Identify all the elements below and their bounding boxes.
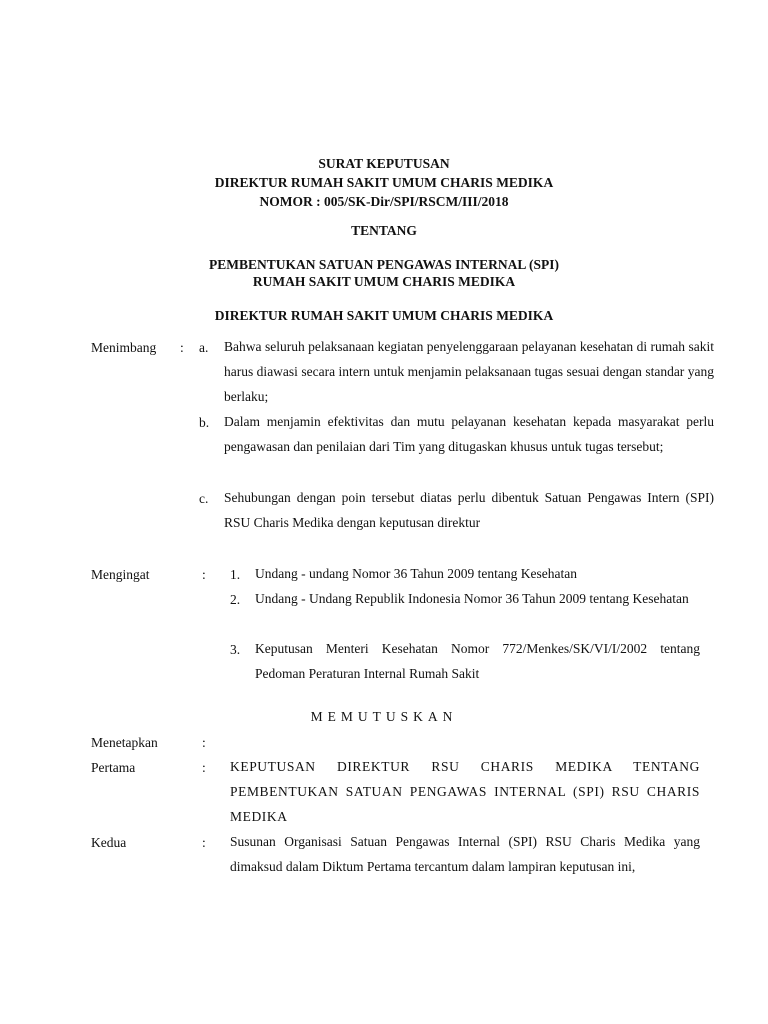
mengingat-marker-2: 2. <box>230 592 241 607</box>
menetapkan-label: Menetapkan <box>91 735 158 750</box>
kedua-colon: : <box>202 835 206 850</box>
menimbang-marker-b: b. <box>199 415 210 430</box>
header-title: SURAT KEPUTUSAN <box>318 156 450 171</box>
menimbang-item-a: Bahwa seluruh pelaksanaan kegiatan penyelenggaraan pelayanan kesehatan di rumah sakit harus diawasi secara intern untuk menjamin pelaksanaan tugas sesuai dengan standar yang berlaku; <box>224 339 714 404</box>
decree-subject <box>0 256 768 290</box>
menimbang-label: Menimbang <box>91 340 157 355</box>
subject-line-1: PEMBENTUKAN SATUAN PENGAWAS INTERNAL (SPI) <box>208 257 560 272</box>
pertama-colon: : <box>202 760 206 775</box>
mengingat-item-3: Keputusan Menteri Kesehatan Nomor 772/Menkes/SK/VI/I/2002 tentang Pedoman Peraturan Internal Rumah Sakit <box>255 641 700 681</box>
menimbang-marker-a: a. <box>199 340 209 355</box>
menimbang-marker-c: c. <box>199 491 209 506</box>
kedua-label: Kedua <box>91 835 127 850</box>
menimbang-colon: : <box>180 340 184 355</box>
mengingat-marker-1: 1. <box>230 567 241 582</box>
mengingat-item-2: Undang - Undang Republik Indonesia Nomor 36 Tahun 2009 tentang Kesehatan <box>255 591 689 606</box>
menimbang-item-b: Dalam menjamin efektivitas dan mutu pelayanan kesehatan kepada masyarakat perlu pengawasan dan penilaian dari Tim yang ditugaskan khusus untuk tugas tersebut; <box>224 414 714 454</box>
mengingat-colon: : <box>202 567 206 582</box>
director-title: DIREKTUR RUMAH SAKIT UMUM CHARIS MEDIKA <box>214 308 554 323</box>
header-number: NOMOR : 005/SK-Dir/SPI/RSCM/III/2018 <box>259 194 509 209</box>
header-issuer: DIREKTUR RUMAH SAKIT UMUM CHARIS MEDIKA <box>214 175 554 190</box>
tentang-heading: TENTANG <box>351 223 417 238</box>
menimbang-item-c: Sehubungan dengan poin tersebut diatas perlu dibentuk Satuan Pengawas Intern (SPI) RSU Charis Medika dengan keputusan direktur <box>224 490 714 530</box>
decree-header <box>0 154 768 211</box>
mengingat-marker-3: 3. <box>230 642 241 657</box>
kedua-text: Susunan Organisasi Satuan Pengawas Internal (SPI) RSU Charis Medika yang dimaksud dalam Diktum Pertama tercantum dalam lampiran keputusan ini, <box>230 834 700 874</box>
menetapkan-colon: : <box>202 735 206 750</box>
mengingat-label: Mengingat <box>91 567 150 582</box>
subject-line-2: RUMAH SAKIT UMUM CHARIS MEDIKA <box>252 274 516 289</box>
memutuskan-heading: MEMUTUSKAN <box>310 709 458 724</box>
pertama-text: KEPUTUSAN DIREKTUR RSU CHARIS MEDIKA TENTANG PEMBENTUKAN SATUAN PENGAWAS INTERNAL (SPI) RSU CHARIS MEDIKA <box>230 759 700 824</box>
mengingat-item-1: Undang - undang Nomor 36 Tahun 2009 tentang Kesehatan <box>255 566 577 581</box>
pertama-label: Pertama <box>91 760 136 775</box>
